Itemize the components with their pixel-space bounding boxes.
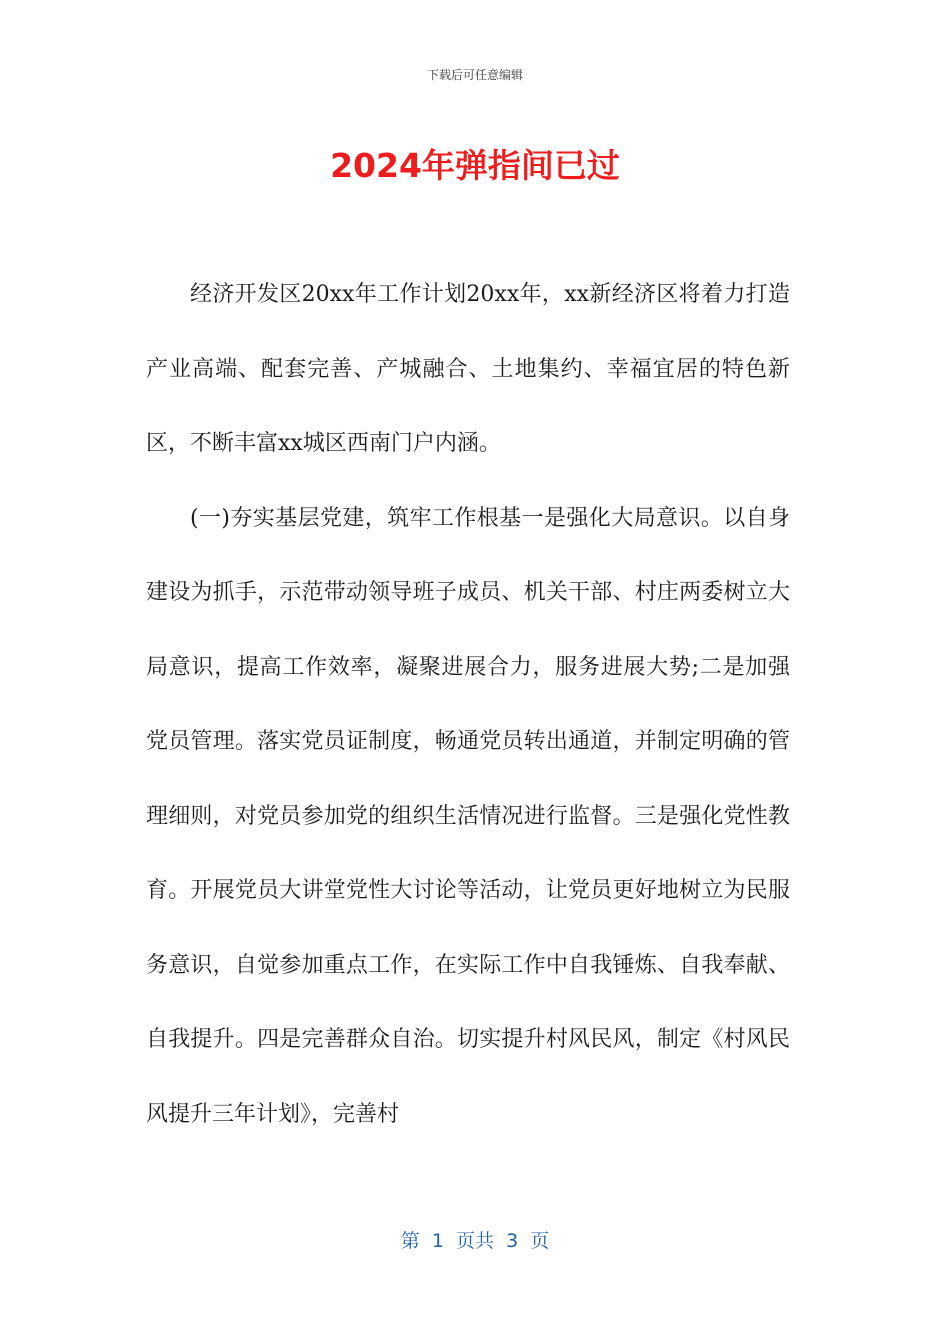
paragraph-party-building: (一)夯实基层党建，筑牢工作根基一是强化大局意识。以自身建设为抓手，示范带动领导班子成员、机关干部、村庄两委树立大局意识，提高工作效率，凝聚进展合力，服务进展大势;二是加强党员管理。落实党员证制度，畅通党员转出通道，并制定明确的管理细则，对党员参加党的组织生活情况进行监督。三是强化党性教育。开展党员大讲堂党性大讨论等活动，让党员更好地树立为民服务意识，自觉参加重点工作，在实际工作中自我锤炼、自我奉献、自我提升。四是完善群众自治。切实提升村风民风，制定《村风民风提升三年计划》，完善村 — [146, 505, 790, 1127]
header-note: 下载后可任意编辑 — [426, 68, 523, 82]
paragraph-intro: 经济开发区20xx年工作计划20xx年，xx新经济区将着力打造产业高端、配套完善、产城融合、土地集约、幸福宜居的特色新区，不断丰富xx城区西南门户内涵。 — [146, 282, 790, 456]
page-number-footer: 第 1 页共 3 页 — [400, 1230, 550, 1252]
document-title: 2024年弹指间已过 — [330, 146, 620, 185]
document-body — [146, 258, 790, 1152]
